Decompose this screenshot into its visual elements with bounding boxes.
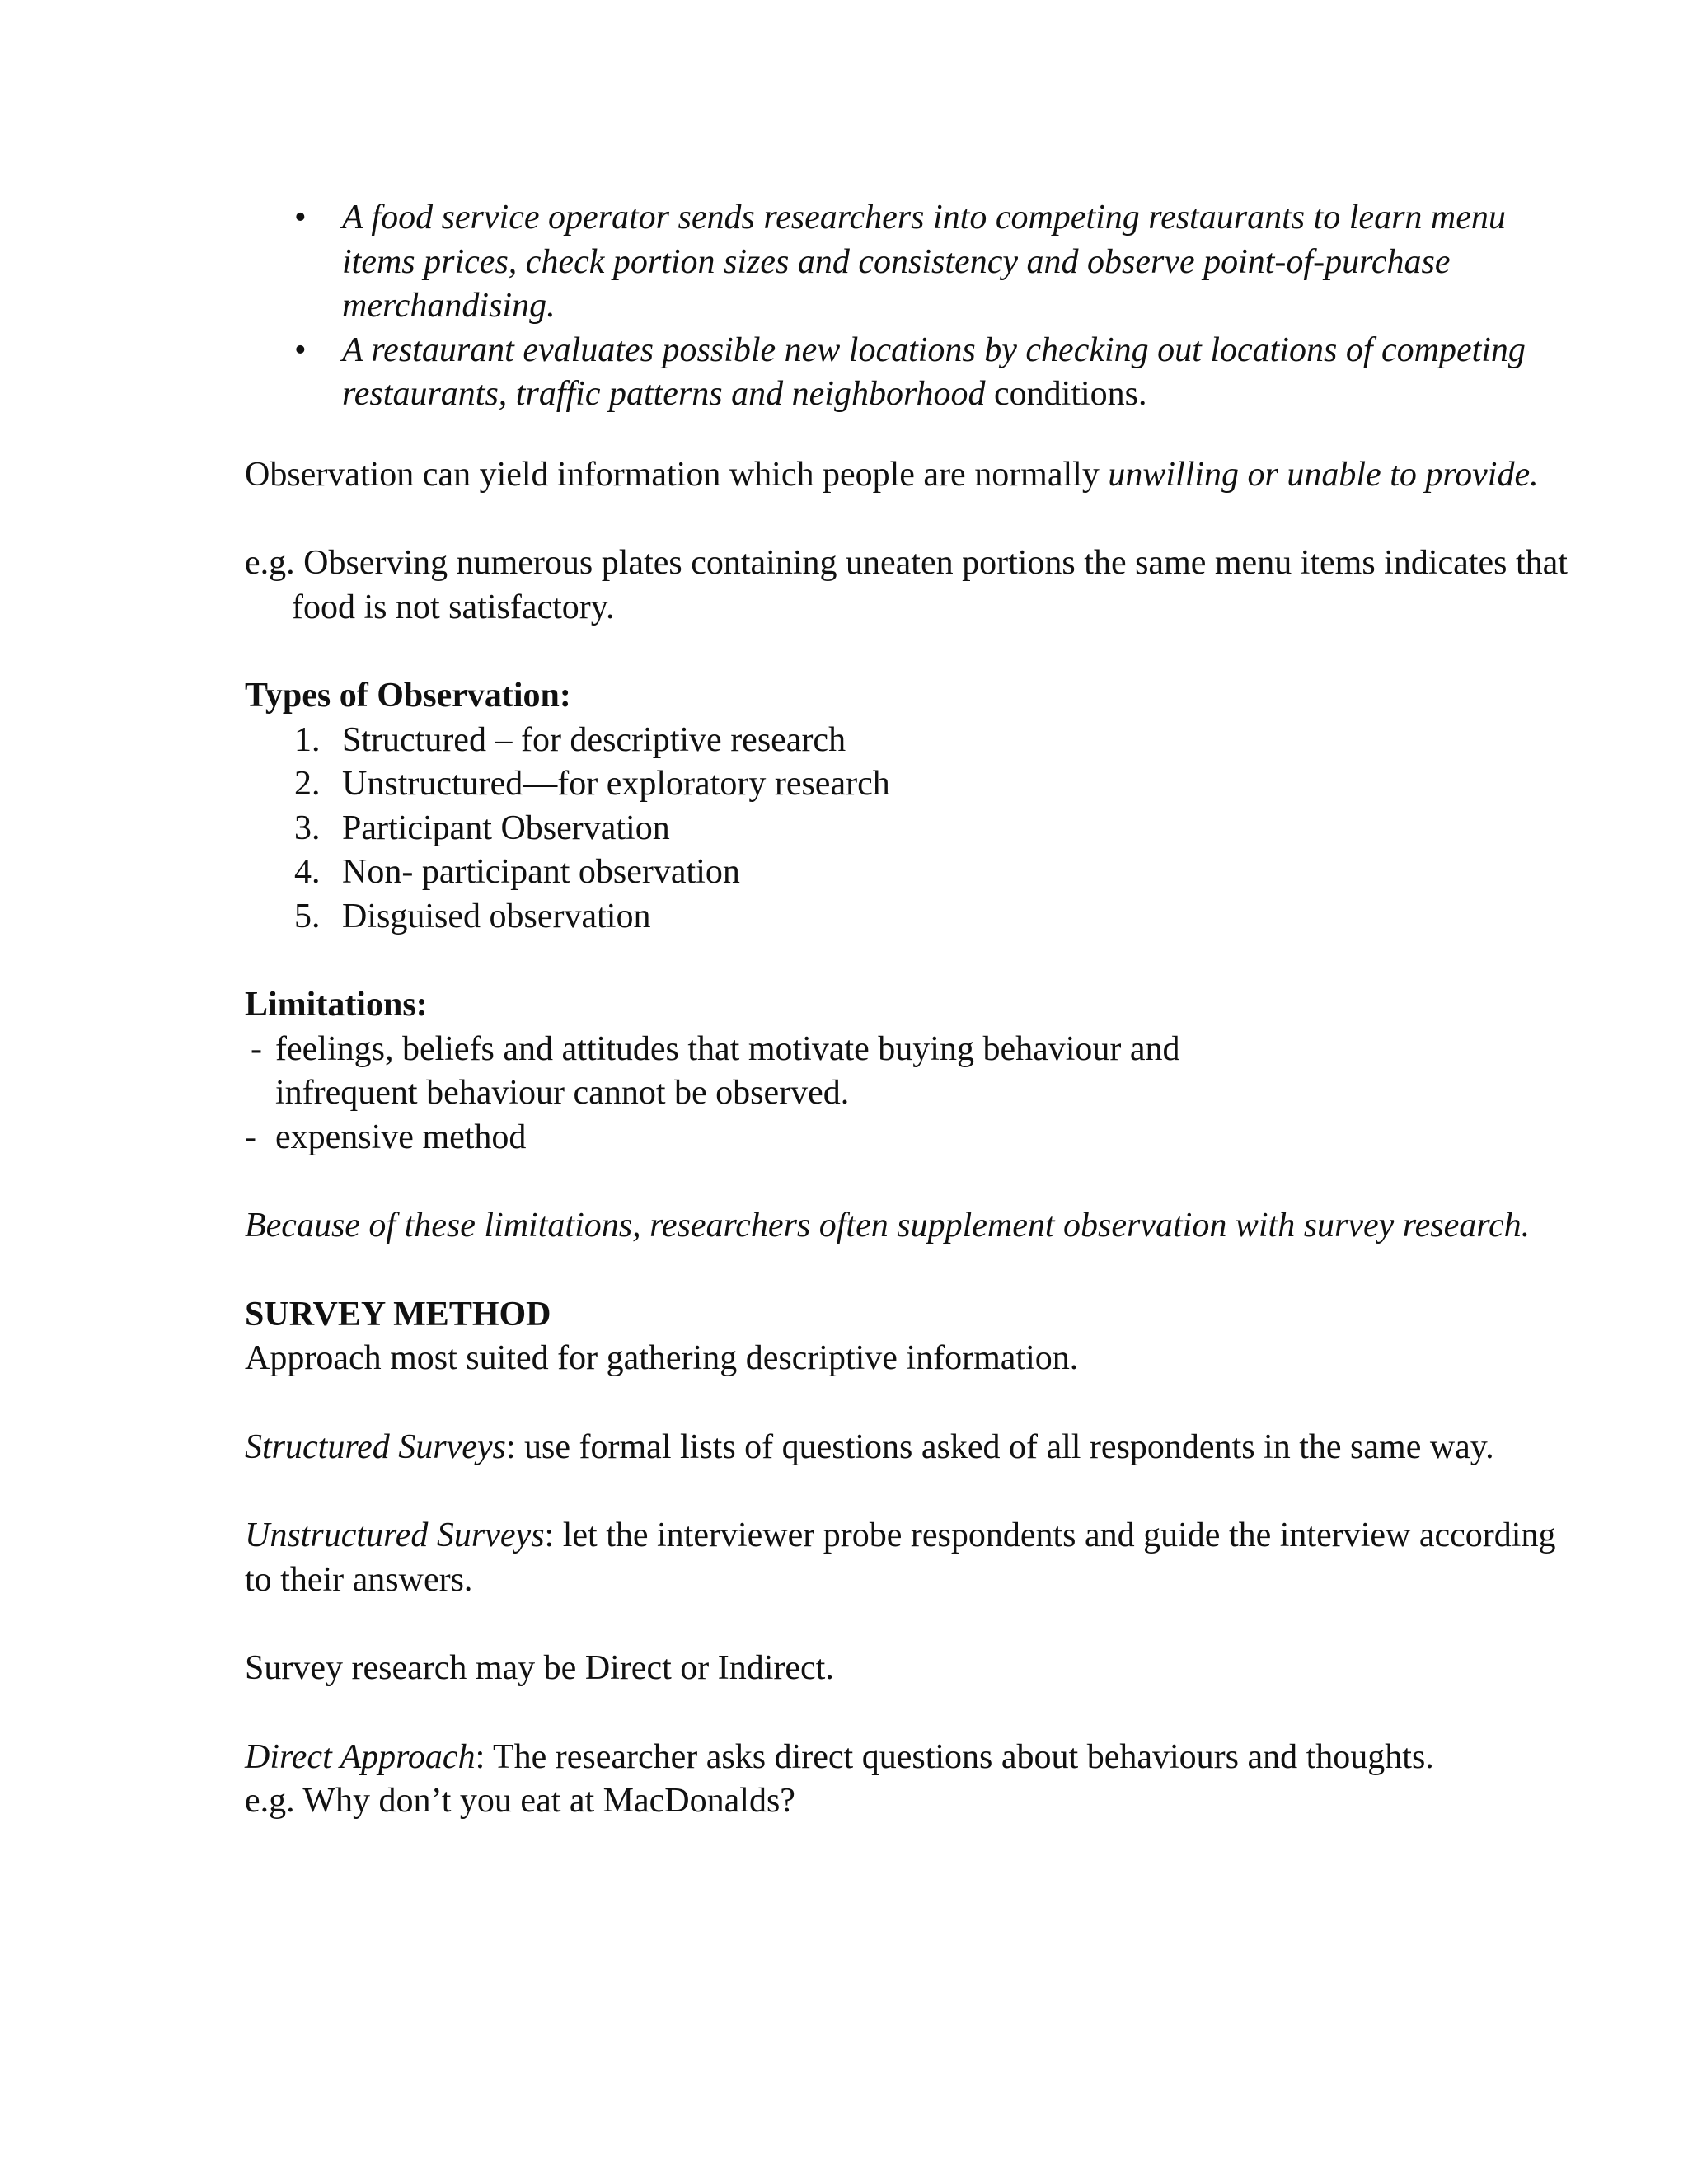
list-item-text: Participant Observation <box>342 808 670 847</box>
types-list <box>245 719 1580 940</box>
types-list-item <box>245 807 1580 851</box>
list-number: 2. <box>294 765 321 803</box>
term-label: Structured Surveys <box>245 1427 506 1466</box>
types-list-item <box>245 895 1580 940</box>
direct-indirect-paragraph: Survey research may be Direct or Indirect. <box>245 1649 834 1687</box>
bullet-text-italic: A restaurant evaluates possible new locations by checking out locations of competing restaurants, traffic patterns and neighborhood <box>342 330 1526 413</box>
survey-intro: Approach most suited for gathering descriptive information. <box>245 1339 1079 1377</box>
list-item-text: Structured – for descriptive research <box>342 720 846 759</box>
example-paragraph: e.g. Observing numerous plates containing uneaten portions the same menu items indicates that food is not satisfactory. <box>245 544 1568 626</box>
types-list-item <box>245 851 1580 895</box>
list-item-text: Unstructured—for exploratory research <box>342 765 890 803</box>
bullet-icon: • <box>294 330 307 369</box>
term-label: Direct Approach <box>245 1737 476 1776</box>
limitation-text-line: expensive method <box>275 1118 527 1156</box>
limitation-text-line: infrequent behaviour cannot be observed. <box>275 1074 850 1112</box>
unstructured-surveys-paragraph <box>245 1514 1580 1602</box>
list-number: 4. <box>294 853 321 891</box>
bullet-icon: • <box>294 199 307 237</box>
bullet-text: A food service operator sends researchers into competing restaurants to learn menu items prices, check portion sizes and consistency and observe point-of-purchase merchandising. <box>342 199 1506 325</box>
types-list-item <box>245 762 1580 807</box>
limitation-item <box>245 1028 1580 1116</box>
limitations-heading: Limitations: <box>245 986 428 1024</box>
term-definition: : The researcher asks direct questions about behaviours and thoughts. <box>475 1737 1434 1776</box>
term-label: Unstructured Surveys <box>245 1516 545 1554</box>
example-bullet-list <box>245 196 1580 417</box>
dash-marker: - <box>245 1118 256 1156</box>
document-page <box>245 196 1580 1824</box>
direct-approach-paragraph <box>245 1736 1580 1780</box>
limitation-item <box>245 1116 1580 1160</box>
term-definition: : use formal lists of questions asked of all respondents in the same way. <box>505 1427 1494 1466</box>
list-item-text: Disguised observation <box>342 897 651 935</box>
types-heading: Types of Observation: <box>245 677 571 715</box>
bullet-item-food-service <box>245 196 1580 329</box>
limitations-note: Because of these limitations, researchers often supplement observation with survey research. <box>245 1207 1531 1244</box>
survey-method-heading: SURVEY METHOD <box>245 1295 551 1333</box>
types-list-item <box>245 719 1580 763</box>
bullet-text-normal: conditions. <box>985 375 1147 413</box>
list-number: 5. <box>294 897 321 935</box>
bullet-item-restaurant-locations <box>245 329 1580 417</box>
observation-paragraph <box>245 453 1580 498</box>
direct-approach-example: e.g. Why don’t you eat at MacDonalds? <box>245 1782 795 1820</box>
dash-marker: - <box>251 1029 262 1068</box>
list-number: 1. <box>294 720 321 759</box>
structured-surveys-paragraph <box>245 1426 1580 1470</box>
list-number: 3. <box>294 808 321 847</box>
list-item-text: Non- participant observation <box>342 853 740 891</box>
observation-text: Observation can yield information which people are normally <box>245 455 1109 494</box>
limitation-text-line: feelings, beliefs and attitudes that motivate buying behaviour and <box>275 1029 1180 1068</box>
observation-italic-text: unwilling or unable to provide. <box>1108 455 1539 494</box>
term-definition: : let the interviewer probe respondents and guide the interview according to their answers. <box>245 1516 1556 1599</box>
